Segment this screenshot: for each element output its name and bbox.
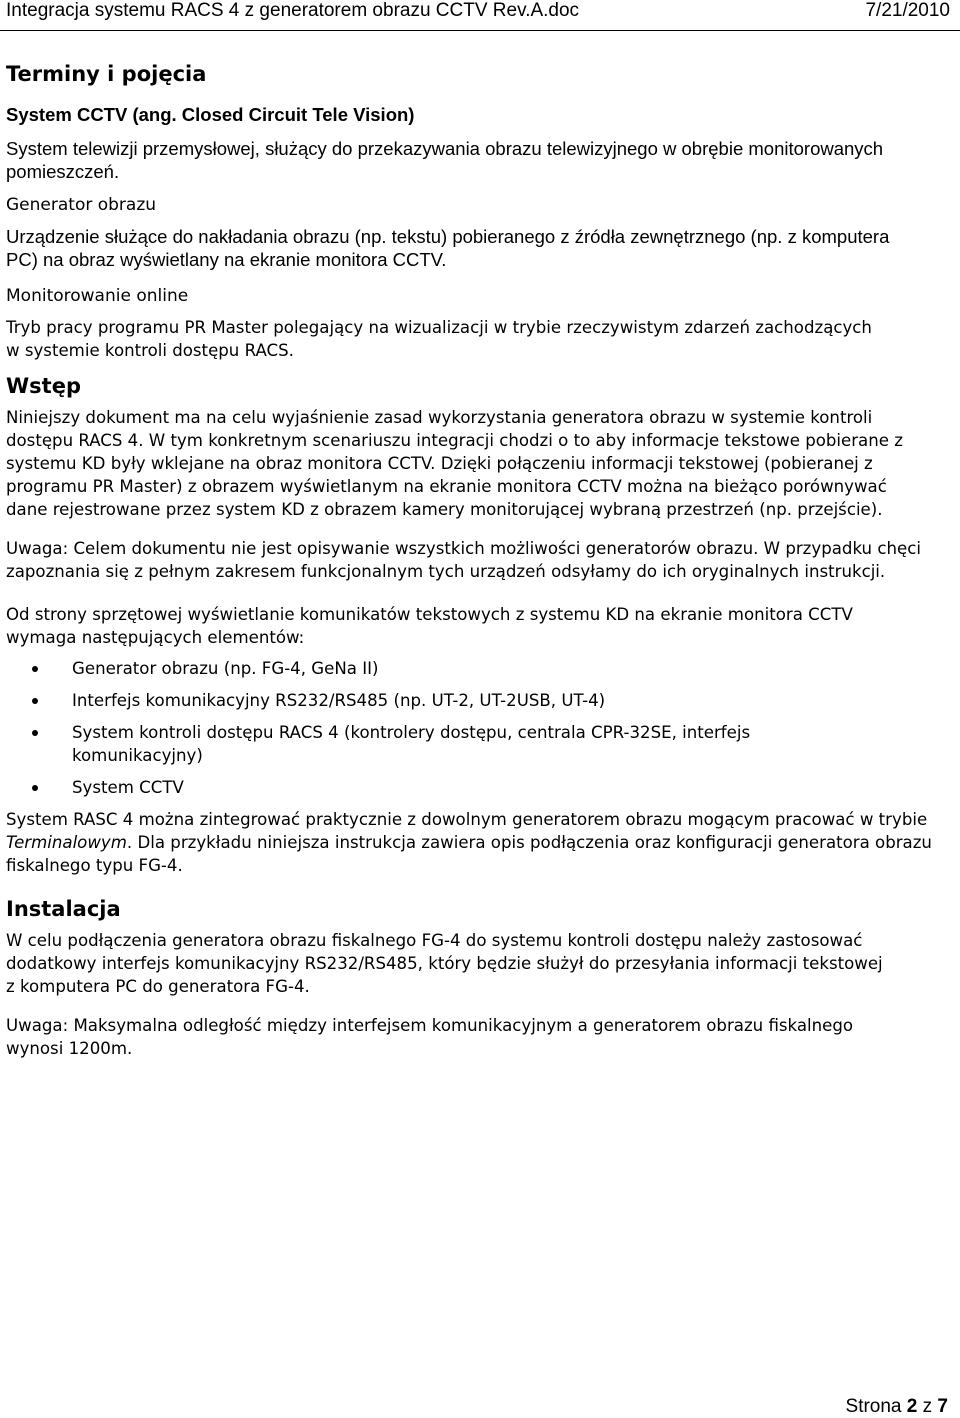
document-date: 7/21/2010 <box>865 0 950 21</box>
header-divider <box>0 30 960 31</box>
list-item: Generator obrazu (np. FG-4, GeNa II) <box>6 657 946 680</box>
term-generator-text: Urządzenie służące do nakładania obrazu (np. tekstu) pobieranego z źródła zewnętrznego (np. z komputera PC) na obraz wyświetlany na ekranie monitora CCTV. <box>6 226 890 270</box>
document-title: Integracja systemu RACS 4 z generatorem obrazu CCTV Rev.A.doc <box>6 0 580 21</box>
term-generator-title: Generator obrazu <box>6 195 157 215</box>
term-online-text: Tryb pracy programu PR Master polegający na wizualizacji w trybie rzeczywistym zdarzeń zachodzących w systemie kontroli dostępu RACS. <box>6 318 872 360</box>
intro-paragraph: Niniejszy dokument ma na celu wyjaśnienie zasad wykorzystania generatora obrazu w systemie kontroli dostępu RACS 4. W tym konkretnym scenariuszu integracji chodzi o to aby informacje tekstowe pobierane z systemu KD były wklejane na obraz monitora CCTV. Dzięki połączeniu informacji tekstowej (pobieranej z programu PR Master) z obrazem wyświetlanym na ekranie monitora CCTV można na bieżąco porównywać dane rejestrowane przez system KD z obrazem kamery monitorującej wybraną przestrzeń (np. przejście). <box>6 408 903 519</box>
term-cctv-title: System CCTV (ang. Closed Circuit Tele Vision) <box>6 104 415 125</box>
term-online-title: Monitorowanie online <box>6 286 189 306</box>
rasc-paragraph: System RASC 4 można zintegrować praktycznie z dowolnym generatorem obrazu mogącym pracować w trybie Terminalowym. Dla przykładu niniejsza instrukcja zawiera opis podłączenia oraz konfiguracji generatora obrazu fiskalnego typu FG-4. <box>6 810 932 875</box>
hardware-text: Od strony sprzętowej wyświetlanie komunikatów tekstowych z systemu KD na ekranie monitora CCTV wymaga następujących elementów: <box>6 605 853 647</box>
heading-intro: Wstęp <box>6 374 81 398</box>
page-header <box>0 0 960 24</box>
heading-install: Instalacja <box>6 897 121 921</box>
install-paragraph: W celu podłączenia generatora obrazu fiskalnego FG-4 do systemu kontroli dostępu należy zastosować dodatkowy interfejs komunikacyjny RS232/RS485, który będzie służył do przesyłania informacji tekstowej z komputera PC do generatora FG-4. <box>6 931 883 996</box>
intro-note: Uwaga: Celem dokumentu nie jest opisywanie wszystkich możliwości generatorów obrazu. W przypadku chęci zapoznania się z pełnym zakresem funkcjonalnym tych urządzeń odsyłamy do ich oryginalnych instrukcji. <box>6 539 921 581</box>
list-item: Interfejs komunikacyjny RS232/RS485 (np. UT-2, UT-2USB, UT-4) <box>6 689 946 712</box>
heading-terms: Terminy i pojęcia <box>6 62 207 86</box>
bullet-icon <box>32 730 38 736</box>
bullet-icon <box>32 666 38 672</box>
hardware-list <box>6 657 946 799</box>
bullet-icon <box>32 785 38 791</box>
terminal-mode-term: Terminalowym <box>6 833 127 852</box>
term-cctv-text: System telewizji przemysłowej, służący do przekazywania obrazu telewizyjnego w obrębie monitorowanych pomieszczeń. <box>6 138 884 182</box>
install-note: Uwaga: Maksymalna odległość między interfejsem komunikacyjnym a generatorem obrazu fiskalnego wynosi 1200m. <box>6 1016 854 1058</box>
page-number: Strona 2 z 7 <box>845 1396 948 1417</box>
list-item: System kontroli dostępu RACS 4 (kontrolery dostępu, centrala CPR-32SE, interfejs komunikacyjny) <box>6 721 872 767</box>
bullet-icon <box>32 698 38 704</box>
document-body <box>6 58 946 1060</box>
list-item: System CCTV <box>6 776 946 799</box>
